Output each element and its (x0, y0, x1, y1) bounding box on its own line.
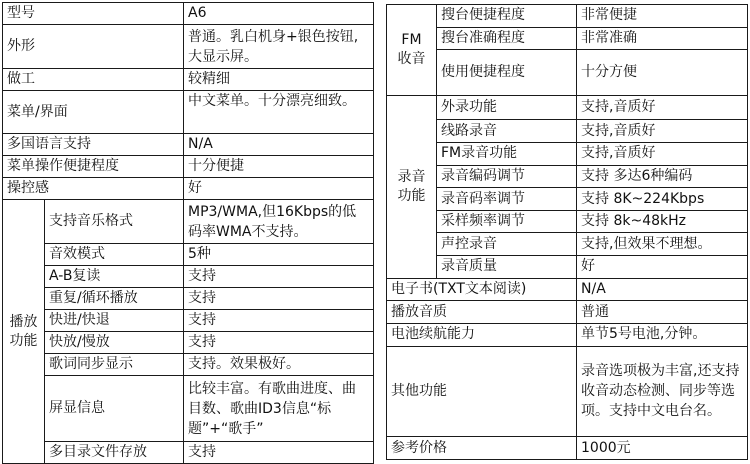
table-row (3, 178, 374, 200)
row-label: 屏显信息 (45, 376, 184, 442)
spec-table-left (2, 2, 374, 464)
row-value: 十分方便 (577, 50, 748, 95)
row-value: 非常便捷 (577, 5, 748, 28)
table-row (387, 95, 748, 120)
row-label: 重复/循环播放 (45, 288, 184, 310)
ebook-value: N/A (577, 278, 748, 301)
row-value: 支持 8K~224Kbps (577, 188, 748, 211)
row-value: 支持,但效果不理想。 (577, 233, 748, 256)
row-value: 支持。效果极好。 (184, 354, 374, 376)
table-row (387, 346, 748, 437)
row-label: 音效模式 (45, 244, 184, 266)
row-label: 搜台便捷程度 (437, 5, 577, 28)
menu-ease-value: 十分便捷 (184, 156, 374, 178)
row-label: 快放/慢放 (45, 332, 184, 354)
menu-ease-label: 菜单操作便捷程度 (3, 156, 184, 178)
other-features-value: 录音选项极为丰富,还支持收音动态检测、同步等选项。支持中文电台名。 (577, 346, 748, 437)
table-row (3, 200, 374, 244)
table-row (387, 120, 748, 143)
table-row (3, 134, 374, 156)
row-value: 支持 (184, 310, 374, 332)
row-value: 非常准确 (577, 27, 748, 50)
table-row (387, 188, 748, 211)
row-value: 支持 8k~48kHz (577, 210, 748, 233)
row-value: 好 (577, 256, 748, 279)
table-row (3, 310, 374, 332)
table-row (387, 256, 748, 279)
workmanship-value: 较精细 (184, 69, 374, 91)
row-label: 搜台准确程度 (437, 27, 577, 50)
row-value: 比较丰富。有歌曲进度、曲目数、歌曲ID3信息“标题”+“歌手” (184, 376, 374, 442)
row-label: 采样频率调节 (437, 210, 577, 233)
battery-label: 电池续航能力 (387, 324, 577, 347)
playback-quality-value: 普通 (577, 301, 748, 324)
table-row (3, 91, 374, 134)
table-row (3, 354, 374, 376)
battery-value: 单节5号电池,分钟。 (577, 324, 748, 347)
row-value: 支持 (184, 332, 374, 354)
table-row (3, 25, 374, 69)
fm-group-label: FM收音 (387, 5, 437, 96)
appearance-value: 普通。乳白机身+银色按钮,大显示屏。 (184, 25, 374, 69)
row-value: 支持,音质好 (577, 120, 748, 143)
playback-group-label: 播放功能 (3, 200, 45, 464)
table-row (3, 442, 374, 464)
row-label: 歌词同步显示 (45, 354, 184, 376)
table-row (387, 210, 748, 233)
appearance-label: 外形 (3, 25, 184, 69)
table-row (387, 50, 748, 95)
row-label: 快进/快退 (45, 310, 184, 332)
row-label: 外录功能 (437, 95, 577, 120)
table-row (3, 332, 374, 354)
table-row (387, 142, 748, 165)
table-row (387, 324, 748, 347)
menu-label: 菜单/界面 (3, 91, 184, 134)
playback-quality-label: 播放音质 (387, 301, 577, 324)
row-label: 声控录音 (437, 233, 577, 256)
row-value: 支持 多达6种编码 (577, 165, 748, 188)
table-row (387, 5, 748, 28)
row-label: 使用便捷程度 (437, 50, 577, 95)
workmanship-label: 做工 (3, 69, 184, 91)
row-label: 录音码率调节 (437, 188, 577, 211)
price-value: 1000元 (577, 437, 748, 460)
multilang-value: N/A (184, 134, 374, 156)
row-label: 多目录文件存放 (45, 442, 184, 464)
control-label: 操控感 (3, 178, 184, 200)
row-value: 5种 (184, 244, 374, 266)
row-label: FM录音功能 (437, 142, 577, 165)
row-value: 支持,音质好 (577, 95, 748, 120)
row-value: 支持 (184, 266, 374, 288)
model-label: 型号 (3, 3, 184, 25)
table-row (387, 437, 748, 460)
other-features-label: 其他功能 (387, 346, 577, 437)
row-value: MP3/WMA,但16Kbps的低码率WMA不支持。 (184, 200, 374, 244)
table-row (387, 233, 748, 256)
table-row (3, 156, 374, 178)
row-label: 线路录音 (437, 120, 577, 143)
table-row (387, 301, 748, 324)
table-row (387, 278, 748, 301)
table-row (3, 244, 374, 266)
table-row (3, 3, 374, 25)
table-row (3, 266, 374, 288)
row-label: 录音编码调节 (437, 165, 577, 188)
ebook-label: 电子书(TXT文本阅读) (387, 278, 577, 301)
table-row (3, 69, 374, 91)
table-row (3, 376, 374, 442)
table-row (387, 27, 748, 50)
row-label: A-B复读 (45, 266, 184, 288)
control-value: 好 (184, 178, 374, 200)
model-value: A6 (184, 3, 374, 25)
table-row (387, 165, 748, 188)
row-label: 支持音乐格式 (45, 200, 184, 244)
menu-value: 中文菜单。十分漂亮细致。 (184, 91, 374, 134)
row-value: 支持 (184, 288, 374, 310)
multilang-label: 多国语言支持 (3, 134, 184, 156)
recording-group-label: 录音功能 (387, 95, 437, 278)
spec-table-right (386, 4, 748, 460)
row-label: 录音质量 (437, 256, 577, 279)
row-value: 支持,音质好 (577, 142, 748, 165)
table-row (3, 288, 374, 310)
price-label: 参考价格 (387, 437, 577, 460)
row-value: 支持 (184, 442, 374, 464)
